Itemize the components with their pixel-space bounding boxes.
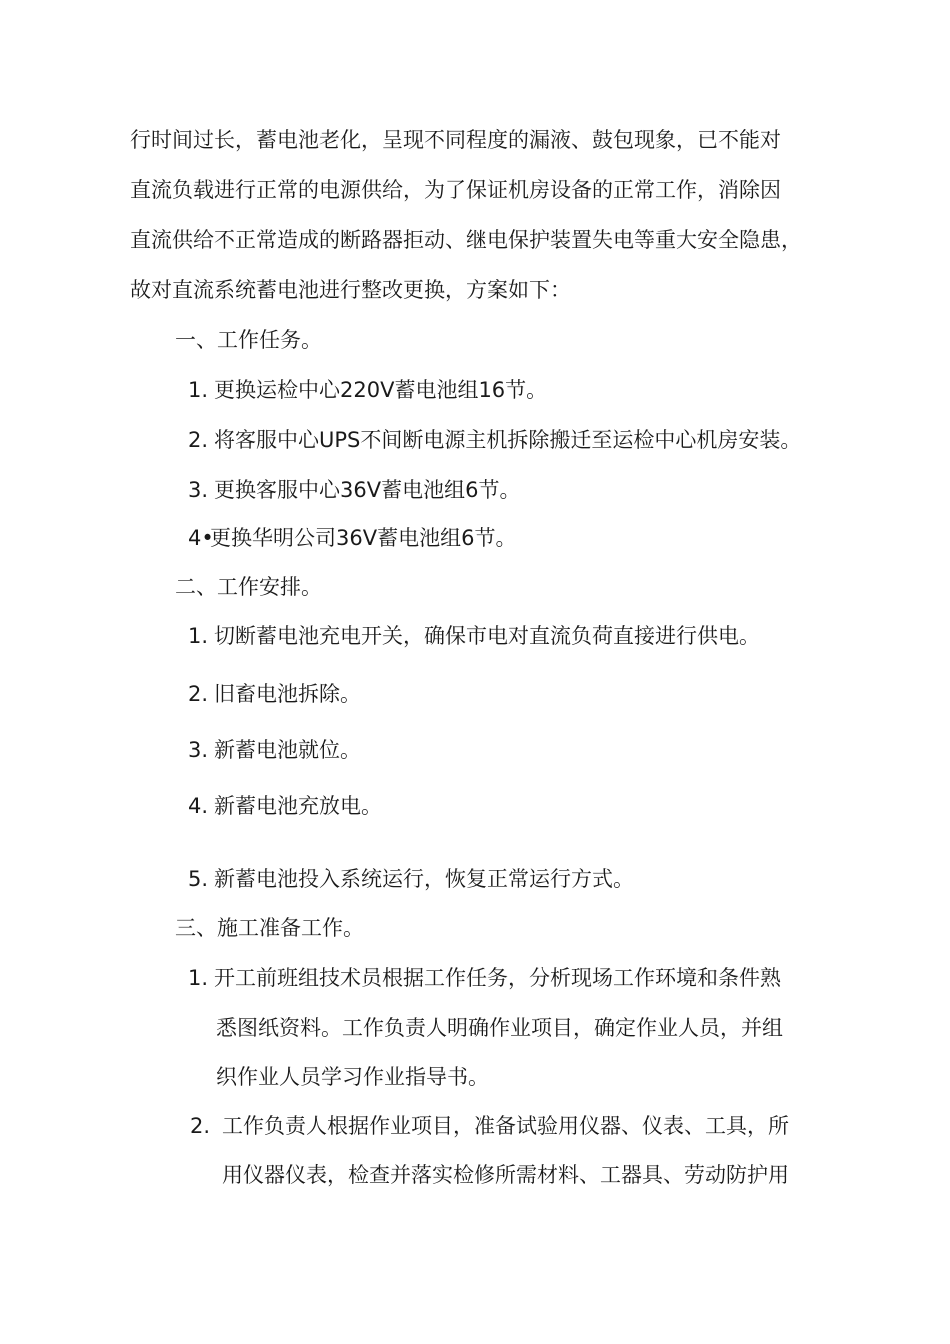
list-item: [188, 476, 520, 504]
item-number: 1.: [188, 966, 209, 990]
item-number: 5.: [188, 867, 209, 891]
list-item: [188, 622, 760, 650]
item-number: 1.: [188, 378, 209, 402]
intro-line-4: 故对直流系统蓄电池进行整改更换，方案如下：: [130, 278, 571, 302]
item-text: 更换客服中心36V蓄电池组6节。: [214, 478, 521, 502]
item-number: 4.: [188, 794, 209, 818]
item-number: 2.: [188, 428, 209, 452]
section-heading-arrangement: 二、工作安排。: [175, 575, 322, 599]
item-text: 新蓄电池投入系统运行，恢复正常运行方式。: [214, 867, 634, 891]
list-item: [188, 524, 516, 552]
item-text: 切断蓄电池充电开关，确保市电对直流负荷直接进行供电。: [214, 624, 760, 648]
item-text: 新蓄电池充放电。: [214, 794, 382, 818]
item-number: 2.: [190, 1114, 211, 1138]
list-item: [188, 426, 801, 454]
list-item: [188, 680, 361, 708]
item-text: 更换华明公司36V蓄电池组6节。: [210, 526, 517, 550]
intro-line-2: 直流负载进行正常的电源供给，为了保证机房设备的正常工作，消除因: [130, 178, 781, 202]
list-item: [188, 865, 634, 893]
item-text: 旧畜电池拆除。: [214, 682, 361, 706]
item-text-line: 织作业人员学习作业指导书。: [216, 1065, 489, 1089]
item-number: 2.: [188, 682, 209, 706]
item-text-line: 开工前班组技术员根据工作任务，分析现场工作环境和条件熟: [214, 966, 781, 990]
list-item: [188, 964, 781, 992]
section-heading-tasks: 一、工作任务。: [175, 328, 322, 352]
item-text: 新蓄电池就位。: [214, 738, 361, 762]
section-heading-preparation: 三、施工准备工作。: [175, 916, 364, 940]
intro-line-1: 行时间过长，蓄电池老化，呈现不同程度的漏液、鼓包现象，已不能对: [130, 128, 781, 152]
item-text: 更换运检中心220V蓄电池组16节。: [214, 378, 548, 402]
item-number: 3.: [188, 478, 209, 502]
item-number: 3.: [188, 738, 209, 762]
item-text-line: 工作负责人根据作业项目，准备试验用仪器、仪表、工具，所: [222, 1114, 789, 1138]
list-item: [188, 736, 361, 764]
item-number: 1.: [188, 624, 209, 648]
list-item: [190, 1112, 789, 1140]
item-text-line: 用仪器仪表，检查并落实检修所需材料、工器具、劳动防护用: [222, 1163, 789, 1187]
intro-line-3: 直流供给不正常造成的断路器拒动、继电保护装置失电等重大安全隐患，: [130, 228, 802, 252]
list-item: [188, 792, 382, 820]
item-text-line: 悉图纸资料。工作负责人明确作业项目，确定作业人员，并组: [216, 1016, 783, 1040]
item-text: 将客服中心UPS不间断电源主机拆除搬迁至运检中心机房安装。: [214, 428, 802, 452]
list-item: [188, 376, 547, 404]
item-number: 4•: [188, 526, 214, 550]
